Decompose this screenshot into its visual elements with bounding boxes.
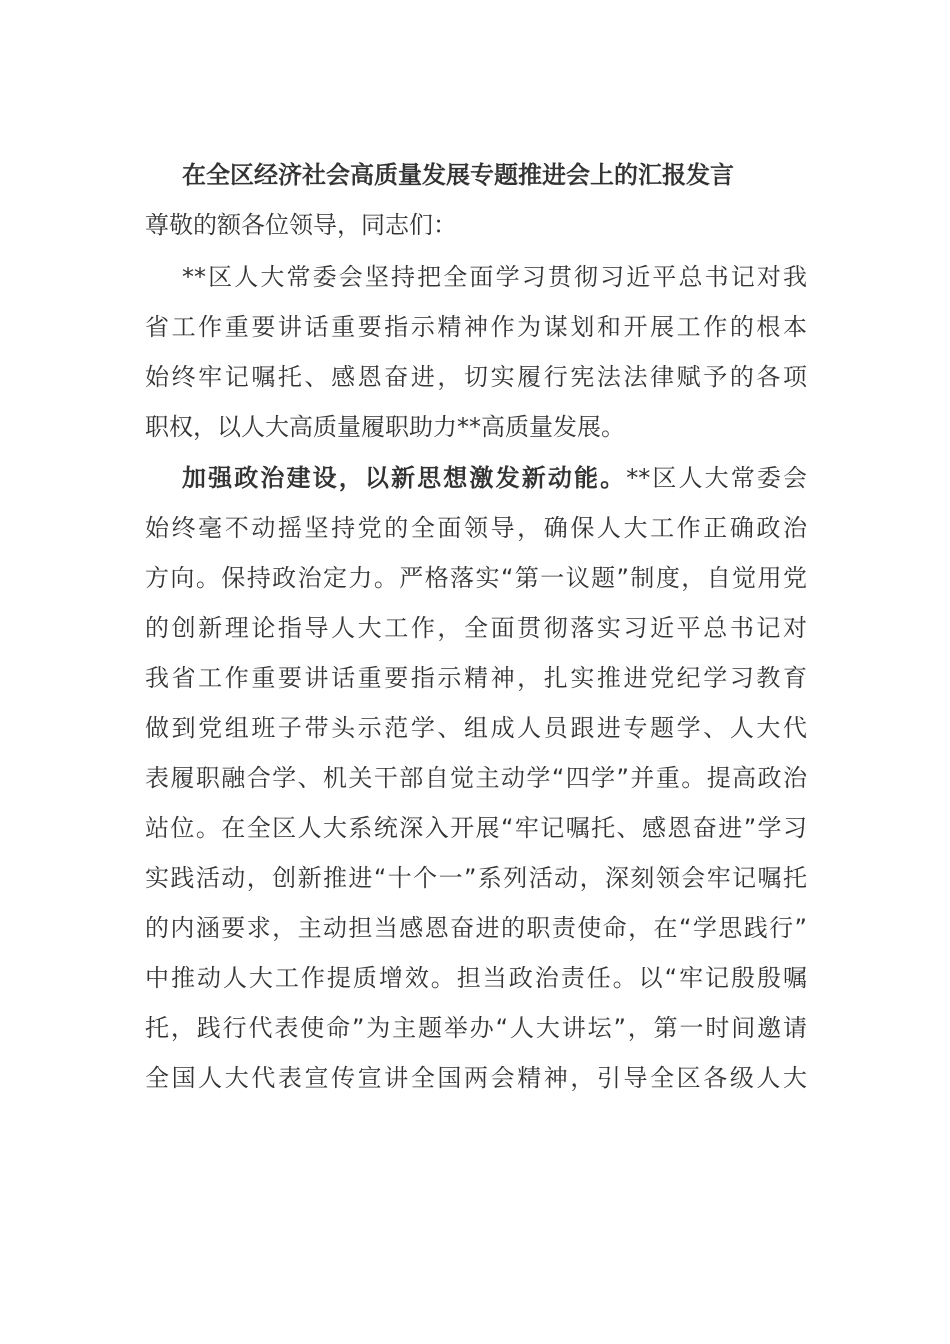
paragraph-line: 实践活动，创新推进“十个一”系列活动，深刻领会牢记嘱托	[145, 864, 807, 892]
paragraph-line: 托，践行代表使命”为主题举办“人大讲坛”，第一时间邀请	[145, 1014, 807, 1042]
paragraph-line: 始终牢记嘱托、感恩奋进，切实履行宪法法律赋予的各项	[145, 363, 807, 391]
paragraph-line: 的创新理论指导人大工作，全面贯彻落实习近平总书记对	[145, 614, 807, 642]
paragraph-line: 中推动人大工作提质增效。担当政治责任。以“牢记殷殷嘱	[145, 964, 807, 992]
paragraph-line: 方向。保持政治定力。严格落实“第一议题”制度，自觉用党	[145, 564, 807, 592]
paragraph-line: 我省工作重要讲话重要指示精神，扎实推进党纪学习教育	[145, 664, 807, 692]
paragraph-line: 职权，以人大高质量履职助力**高质量发展。	[145, 413, 625, 441]
paragraph-first-line	[145, 453, 807, 503]
paragraph-line: 省工作重要讲话重要指示精神作为谋划和开展工作的根本	[145, 313, 807, 341]
salutation: 尊敬的额各位领导，同志们：	[145, 211, 457, 239]
paragraph-political-building	[145, 453, 807, 1103]
paragraph-line: 表履职融合学、机关干部自觉主动学“四学”并重。提高政治	[145, 764, 807, 792]
paragraph-lead-heading: 加强政治建设，以新思想激发新动能。	[182, 464, 627, 492]
paragraph-line: **区人大常委会坚持把全面学习贯彻习近平总书记对我	[182, 263, 807, 291]
document-title: 在全区经济社会高质量发展专题推进会上的汇报发言	[182, 161, 734, 189]
paragraph-line: 站位。在全区人大系统深入开展“牢记嘱托、感恩奋进”学习	[145, 814, 807, 842]
paragraph-intro	[145, 252, 807, 452]
paragraph-line-rest: **区人大常委会	[626, 464, 808, 492]
paragraph-line: 全国人大代表宣传宣讲全国两会精神，引导全区各级人大	[145, 1064, 807, 1092]
paragraph-line: 始终毫不动摇坚持党的全面领导，确保人大工作正确政治	[145, 514, 807, 542]
document-body	[145, 150, 807, 1103]
paragraph-line: 的内涵要求，主动担当感恩奋进的职责使命，在“学思践行”	[145, 914, 807, 942]
paragraph-line: 做到党组班子带头示范学、组成人员跟进专题学、人大代	[145, 714, 807, 742]
